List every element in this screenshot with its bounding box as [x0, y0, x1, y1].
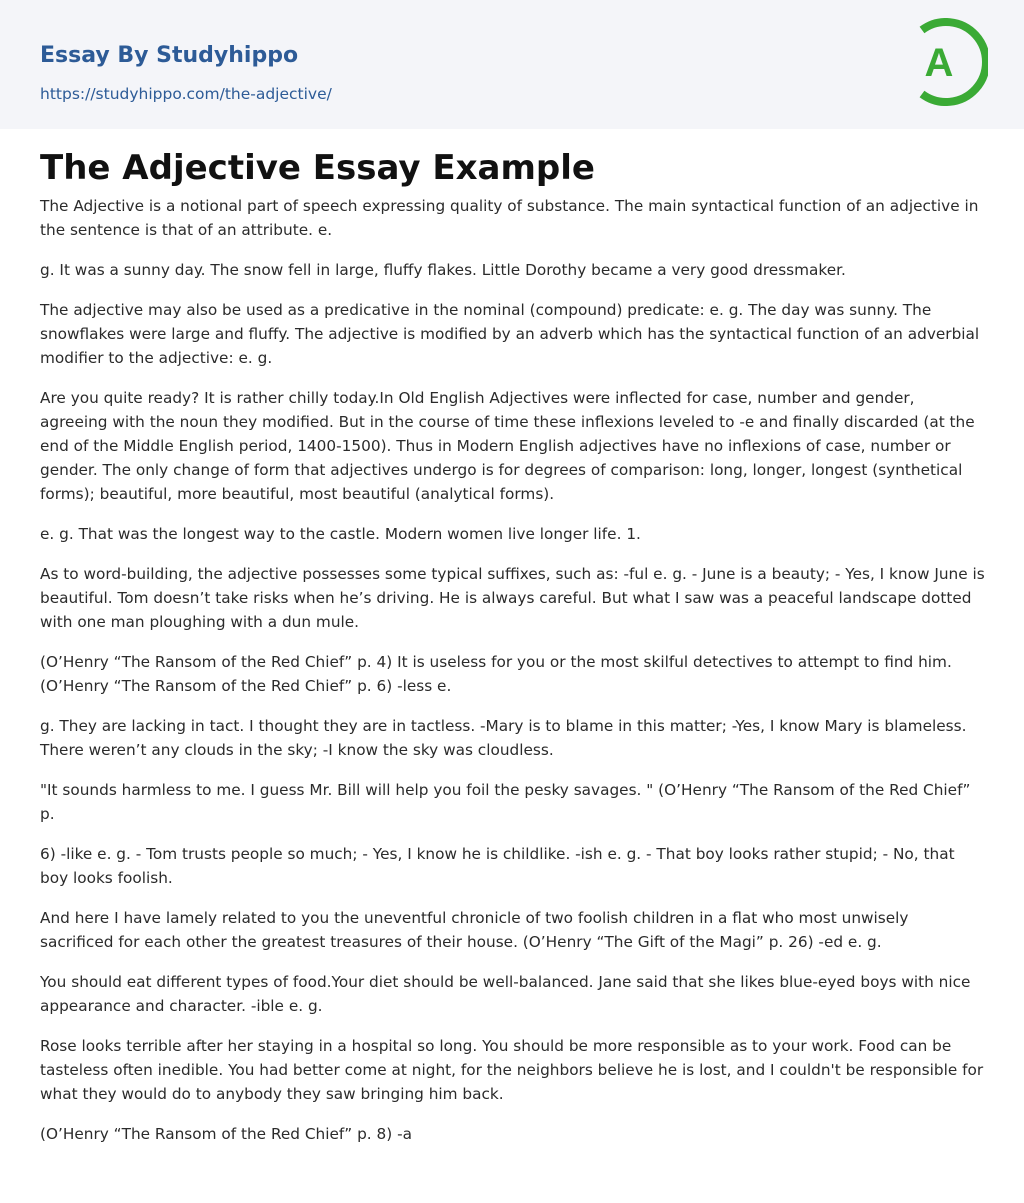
paragraph: g. It was a sunny day. The snow fell in large, fluffy flakes. Little Dorothy became a very good dressmaker. [40, 261, 846, 279]
logo-letter: A [924, 41, 954, 85]
paragraph: As to word-building, the adjective possesses some typical suffixes, such as: -ful e. g. - June is a beauty; - Yes, I know June is beautiful. Tom doesn’t take risks when he’s driving. He is always careful. But what I saw was a peaceful landscape dotted with one man ploughing with a dun mule. [40, 565, 985, 631]
paragraph: g. They are lacking in tact. I thought they are in tactless. -Mary is to blame in this matter; -Yes, I know Mary is blameless. There weren’t any clouds in the sky; -I know the sky was cloudless. [40, 717, 967, 759]
paragraph: And here I have lamely related to you the uneventful chronicle of two foolish children in a flat who most unwisely sacrificed for each other the greatest treasures of their house. (O’Henry “The Gift of the Magi” p. 26) -ed e. g. [40, 909, 909, 951]
paragraph: The Adjective is a notional part of speech expressing quality of substance. The main syntactical function of an adjective in the sentence is that of an attribute. e. [40, 197, 979, 239]
paragraph: "It sounds harmless to me. I guess Mr. Bill will help you foil the pesky savages. " (O’Henry “The Ransom of the Red Chief” p. [40, 781, 971, 823]
paragraph: The adjective may also be used as a predicative in the nominal (compound) predicate: e. g. The day was sunny. The snowflakes were large and fluffy. The adjective is modified by an adverb which has the syntactical function of an adverbial modifier to the adjective: e. g. [40, 301, 980, 367]
paragraph: 6) -like e. g. - Tom trusts people so much; - Yes, I know he is childlike. -ish e. g. - That boy looks rather stupid; - No, that boy looks foolish. [40, 845, 955, 887]
paragraph: e. g. That was the longest way to the castle. Modern women live longer life. 1. [40, 525, 641, 543]
article-body [40, 194, 985, 1162]
paragraph: You should eat different types of food.Your diet should be well-balanced. Jane said that she likes blue-eyed boys with nice appearance and character. -ible e. g. [40, 973, 971, 1015]
paragraph: (O’Henry “The Ransom of the Red Chief” p. 4) It is useless for you or the most skilful detectives to attempt to find him. (O’Henry “The Ransom of the Red Chief” p. 6) -less e. [40, 653, 952, 695]
studyhippo-logo-icon[interactable] [910, 18, 988, 106]
paragraph: Rose looks terrible after her staying in a hospital so long. You should be more responsible as to your work. Food can be tasteless often inedible. You had better come at night, for the neighbors believe he is lost, and I couldn't be responsible for what they would do to anybody they saw bringing him back. [40, 1037, 984, 1103]
paragraph: Are you quite ready? It is rather chilly today.In Old English Adjectives were inflected for case, number and gender, agreeing with the noun they modified. But in the course of time these inflexions leveled to -e and finally discarded (at the end of the Middle English period, 1400-1500). Thus in Modern English adjectives have no inflexions of case, number or gender. The only change of form that adjectives undergo is for degrees of comparison: long, longer, longest (synthetical forms); beautiful, more beautiful, most beautiful (analytical forms). [40, 389, 975, 503]
site-brand[interactable]: Essay By Studyhippo [40, 43, 299, 68]
page-title: The Adjective Essay Example [40, 148, 595, 188]
essay-url-link[interactable]: https://studyhippo.com/the-adjective/ [40, 85, 332, 103]
paragraph: (O’Henry “The Ransom of the Red Chief” p. 8) -a [40, 1125, 412, 1143]
